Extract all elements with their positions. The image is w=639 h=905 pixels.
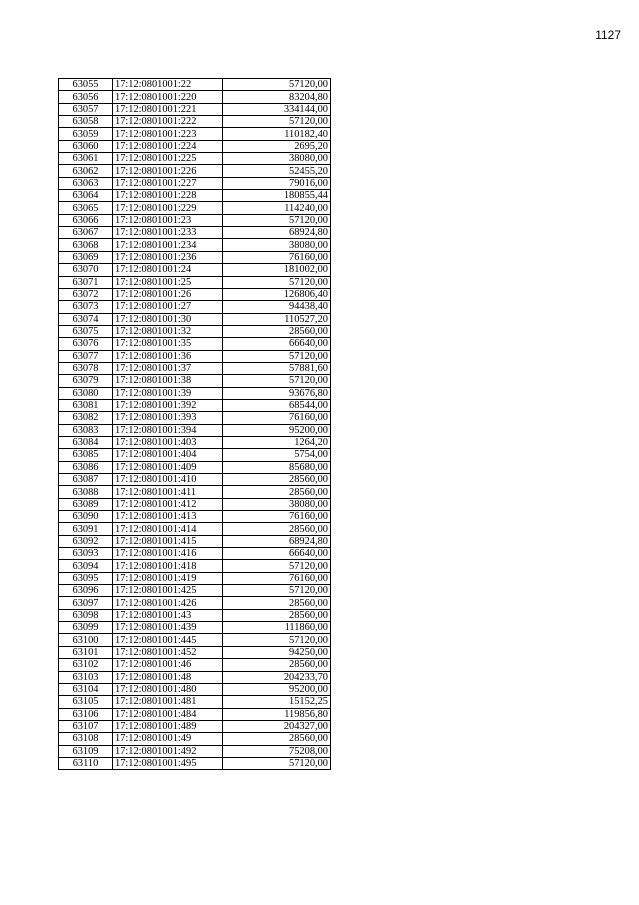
amount-cell: 181002,00 [223,264,331,276]
row-number-cell: 63097 [59,597,113,609]
amount-cell: 68924,80 [223,535,331,547]
amount-cell: 334144,00 [223,103,331,115]
amount-cell: 85680,00 [223,461,331,473]
amount-cell: 68924,80 [223,227,331,239]
amount-cell: 38080,00 [223,498,331,510]
row-number-cell: 63091 [59,523,113,535]
amount-cell: 28560,00 [223,597,331,609]
amount-cell: 28560,00 [223,325,331,337]
table-row [59,190,331,202]
table-row [59,91,331,103]
amount-cell: 119856,80 [223,708,331,720]
row-number-cell: 63067 [59,227,113,239]
table-row [59,140,331,152]
row-number-cell: 63083 [59,424,113,436]
row-number-cell: 63077 [59,350,113,362]
amount-cell: 28560,00 [223,659,331,671]
table-row [59,79,331,91]
amount-cell: 28560,00 [223,733,331,745]
row-number-cell: 63076 [59,338,113,350]
table-row [59,362,331,374]
row-number-cell: 63068 [59,239,113,251]
table-row [59,239,331,251]
table-row [59,461,331,473]
table-row [59,313,331,325]
amount-cell: 76160,00 [223,572,331,584]
cadastral-code-cell: 17:12:0801001:49 [113,733,223,745]
table-row [59,251,331,263]
row-number-cell: 63100 [59,634,113,646]
amount-cell: 75208,00 [223,745,331,757]
cadastral-code-cell: 17:12:0801001:404 [113,449,223,461]
table-row [59,622,331,634]
row-number-cell: 63059 [59,128,113,140]
cadastral-code-cell: 17:12:0801001:452 [113,646,223,658]
amount-cell: 94438,40 [223,301,331,313]
register-table-body [59,79,331,770]
row-number-cell: 63082 [59,412,113,424]
table-row [59,301,331,313]
register-table [58,78,331,770]
cadastral-code-cell: 17:12:0801001:495 [113,757,223,769]
table-row [59,288,331,300]
cadastral-code-cell: 17:12:0801001:445 [113,634,223,646]
table-row [59,535,331,547]
amount-cell: 57120,00 [223,350,331,362]
amount-cell: 95200,00 [223,683,331,695]
table-row [59,696,331,708]
cadastral-code-cell: 17:12:0801001:392 [113,399,223,411]
table-row [59,572,331,584]
cadastral-code-cell: 17:12:0801001:409 [113,461,223,473]
row-number-cell: 63099 [59,622,113,634]
cadastral-code-cell: 17:12:0801001:37 [113,362,223,374]
row-number-cell: 63110 [59,757,113,769]
row-number-cell: 63065 [59,202,113,214]
row-number-cell: 63063 [59,177,113,189]
cadastral-code-cell: 17:12:0801001:227 [113,177,223,189]
table-row [59,646,331,658]
amount-cell: 28560,00 [223,474,331,486]
table-row [59,399,331,411]
table-row [59,474,331,486]
amount-cell: 57120,00 [223,634,331,646]
row-number-cell: 63104 [59,683,113,695]
table-row [59,276,331,288]
table-row [59,720,331,732]
cadastral-code-cell: 17:12:0801001:36 [113,350,223,362]
table-row [59,264,331,276]
table-row [59,387,331,399]
table-row [59,634,331,646]
row-number-cell: 63074 [59,313,113,325]
cadastral-code-cell: 17:12:0801001:228 [113,190,223,202]
table-row [59,165,331,177]
table-row [59,708,331,720]
cadastral-code-cell: 17:12:0801001:426 [113,597,223,609]
cadastral-code-cell: 17:12:0801001:26 [113,288,223,300]
row-number-cell: 63085 [59,449,113,461]
cadastral-code-cell: 17:12:0801001:481 [113,696,223,708]
cadastral-code-cell: 17:12:0801001:415 [113,535,223,547]
row-number-cell: 63057 [59,103,113,115]
table-row [59,548,331,560]
row-number-cell: 63069 [59,251,113,263]
row-number-cell: 63094 [59,560,113,572]
table-row [59,659,331,671]
cadastral-code-cell: 17:12:0801001:39 [113,387,223,399]
row-number-cell: 63080 [59,387,113,399]
row-number-cell: 63058 [59,116,113,128]
amount-cell: 79016,00 [223,177,331,189]
row-number-cell: 63089 [59,498,113,510]
row-number-cell: 63060 [59,140,113,152]
amount-cell: 111860,00 [223,622,331,634]
cadastral-code-cell: 17:12:0801001:413 [113,511,223,523]
amount-cell: 57120,00 [223,79,331,91]
cadastral-code-cell: 17:12:0801001:223 [113,128,223,140]
row-number-cell: 63101 [59,646,113,658]
row-number-cell: 63098 [59,609,113,621]
cadastral-code-cell: 17:12:0801001:410 [113,474,223,486]
amount-cell: 66640,00 [223,338,331,350]
row-number-cell: 63081 [59,399,113,411]
amount-cell: 57120,00 [223,276,331,288]
row-number-cell: 63106 [59,708,113,720]
table-row [59,498,331,510]
table-row [59,436,331,448]
table-row [59,128,331,140]
cadastral-code-cell: 17:12:0801001:221 [113,103,223,115]
cadastral-code-cell: 17:12:0801001:30 [113,313,223,325]
row-number-cell: 63102 [59,659,113,671]
cadastral-code-cell: 17:12:0801001:416 [113,548,223,560]
row-number-cell: 63066 [59,214,113,226]
amount-cell: 38080,00 [223,239,331,251]
row-number-cell: 63079 [59,375,113,387]
row-number-cell: 63086 [59,461,113,473]
cadastral-code-cell: 17:12:0801001:411 [113,486,223,498]
table-row [59,757,331,769]
amount-cell: 94250,00 [223,646,331,658]
cadastral-code-cell: 17:12:0801001:439 [113,622,223,634]
table-row [59,511,331,523]
cadastral-code-cell: 17:12:0801001:492 [113,745,223,757]
row-number-cell: 63109 [59,745,113,757]
row-number-cell: 63072 [59,288,113,300]
cadastral-code-cell: 17:12:0801001:419 [113,572,223,584]
amount-cell: 52455,20 [223,165,331,177]
amount-cell: 38080,00 [223,153,331,165]
cadastral-code-cell: 17:12:0801001:234 [113,239,223,251]
row-number-cell: 63107 [59,720,113,732]
amount-cell: 204233,70 [223,671,331,683]
amount-cell: 57120,00 [223,560,331,572]
row-number-cell: 63103 [59,671,113,683]
table-row [59,325,331,337]
amount-cell: 83204,80 [223,91,331,103]
cadastral-code-cell: 17:12:0801001:480 [113,683,223,695]
cadastral-code-cell: 17:12:0801001:229 [113,202,223,214]
amount-cell: 28560,00 [223,523,331,535]
cadastral-code-cell: 17:12:0801001:425 [113,585,223,597]
row-number-cell: 63061 [59,153,113,165]
table-row [59,449,331,461]
amount-cell: 1264,20 [223,436,331,448]
amount-cell: 76160,00 [223,251,331,263]
amount-cell: 68544,00 [223,399,331,411]
table-row [59,177,331,189]
cadastral-code-cell: 17:12:0801001:236 [113,251,223,263]
cadastral-code-cell: 17:12:0801001:48 [113,671,223,683]
table-row [59,585,331,597]
table-row [59,375,331,387]
table-row [59,486,331,498]
row-number-cell: 63075 [59,325,113,337]
cadastral-code-cell: 17:12:0801001:222 [113,116,223,128]
cadastral-code-cell: 17:12:0801001:22 [113,79,223,91]
row-number-cell: 63073 [59,301,113,313]
table-row [59,523,331,535]
amount-cell: 57120,00 [223,585,331,597]
amount-cell: 95200,00 [223,424,331,436]
cadastral-code-cell: 17:12:0801001:220 [113,91,223,103]
cadastral-code-cell: 17:12:0801001:418 [113,560,223,572]
table-row [59,214,331,226]
table-row [59,338,331,350]
cadastral-code-cell: 17:12:0801001:403 [113,436,223,448]
amount-cell: 15152,25 [223,696,331,708]
cadastral-code-cell: 17:12:0801001:46 [113,659,223,671]
table-row [59,202,331,214]
row-number-cell: 63078 [59,362,113,374]
cadastral-code-cell: 17:12:0801001:484 [113,708,223,720]
table-row [59,733,331,745]
row-number-cell: 63105 [59,696,113,708]
table-row [59,350,331,362]
cadastral-code-cell: 17:12:0801001:24 [113,264,223,276]
amount-cell: 76160,00 [223,511,331,523]
amount-cell: 76160,00 [223,412,331,424]
table-row [59,153,331,165]
cadastral-code-cell: 17:12:0801001:35 [113,338,223,350]
table-row [59,597,331,609]
cadastral-code-cell: 17:12:0801001:225 [113,153,223,165]
table-row [59,745,331,757]
table-row [59,671,331,683]
page-number: 1127 [595,28,621,42]
table-row [59,560,331,572]
amount-cell: 114240,00 [223,202,331,214]
table-row [59,412,331,424]
cadastral-code-cell: 17:12:0801001:233 [113,227,223,239]
cadastral-code-cell: 17:12:0801001:394 [113,424,223,436]
amount-cell: 57120,00 [223,116,331,128]
cadastral-code-cell: 17:12:0801001:25 [113,276,223,288]
row-number-cell: 63093 [59,548,113,560]
table-row [59,103,331,115]
table-row [59,227,331,239]
amount-cell: 57120,00 [223,375,331,387]
amount-cell: 2695,20 [223,140,331,152]
row-number-cell: 63087 [59,474,113,486]
row-number-cell: 63088 [59,486,113,498]
amount-cell: 180855,44 [223,190,331,202]
cadastral-code-cell: 17:12:0801001:412 [113,498,223,510]
row-number-cell: 63070 [59,264,113,276]
cadastral-code-cell: 17:12:0801001:414 [113,523,223,535]
row-number-cell: 63090 [59,511,113,523]
cadastral-code-cell: 17:12:0801001:38 [113,375,223,387]
row-number-cell: 63064 [59,190,113,202]
amount-cell: 5754,00 [223,449,331,461]
amount-cell: 57881,60 [223,362,331,374]
amount-cell: 57120,00 [223,757,331,769]
cadastral-code-cell: 17:12:0801001:226 [113,165,223,177]
amount-cell: 93676,80 [223,387,331,399]
cadastral-code-cell: 17:12:0801001:27 [113,301,223,313]
cadastral-code-cell: 17:12:0801001:23 [113,214,223,226]
cadastral-code-cell: 17:12:0801001:43 [113,609,223,621]
cadastral-code-cell: 17:12:0801001:393 [113,412,223,424]
amount-cell: 110527,20 [223,313,331,325]
row-number-cell: 63092 [59,535,113,547]
table-row [59,683,331,695]
amount-cell: 110182,40 [223,128,331,140]
amount-cell: 57120,00 [223,214,331,226]
row-number-cell: 63062 [59,165,113,177]
cadastral-code-cell: 17:12:0801001:32 [113,325,223,337]
amount-cell: 28560,00 [223,486,331,498]
amount-cell: 126806,40 [223,288,331,300]
cadastral-code-cell: 17:12:0801001:224 [113,140,223,152]
row-number-cell: 63096 [59,585,113,597]
row-number-cell: 63056 [59,91,113,103]
table-row [59,424,331,436]
amount-cell: 28560,00 [223,609,331,621]
row-number-cell: 63055 [59,79,113,91]
cadastral-code-cell: 17:12:0801001:489 [113,720,223,732]
row-number-cell: 63095 [59,572,113,584]
row-number-cell: 63108 [59,733,113,745]
table-row [59,609,331,621]
table-row [59,116,331,128]
row-number-cell: 63084 [59,436,113,448]
amount-cell: 204327,00 [223,720,331,732]
row-number-cell: 63071 [59,276,113,288]
amount-cell: 66640,00 [223,548,331,560]
